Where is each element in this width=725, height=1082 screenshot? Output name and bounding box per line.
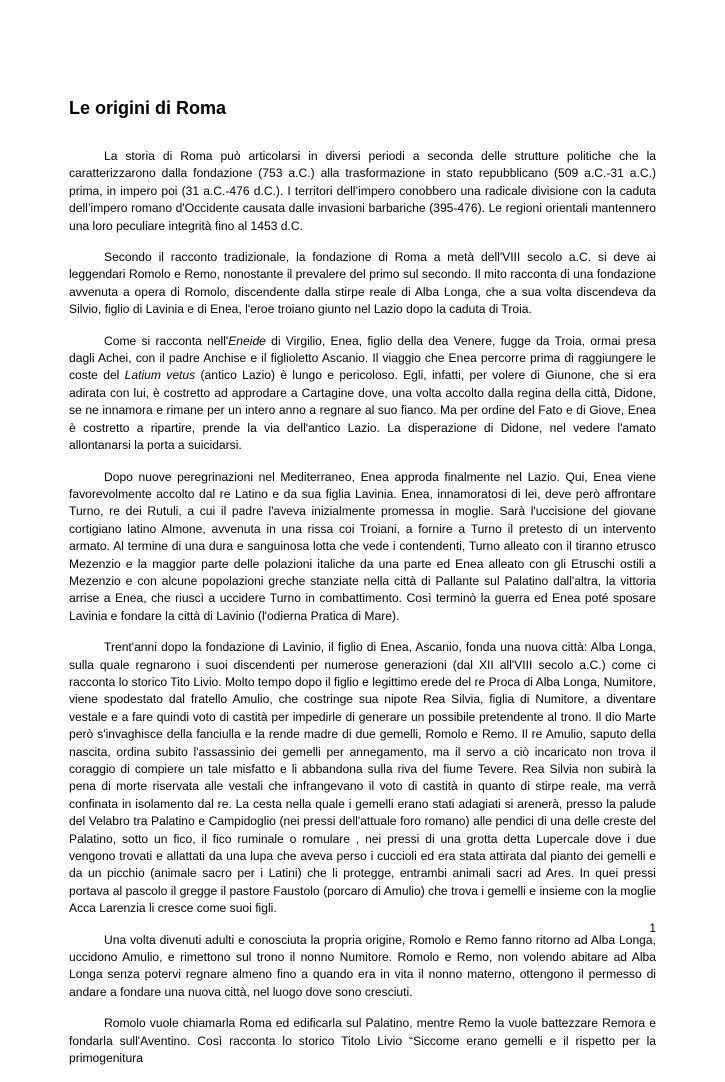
- paragraph-text: Una volta divenuti adulti e conosciuta la propria origine, Romolo e Remo fanno ritorno ad Alba Longa, uccidono Amulio, e rimettono sul trono il nonno Numitore. Romolo e Remo, non volendo abitare ad Alba Longa senza potervi regnare almeno fino a quando era in vita il nonno materno, ottengono il permesso di andare a fondare una nuova città, nel luogo dove sono cresciuti.: [69, 932, 656, 999]
- page-number: 1: [649, 921, 656, 935]
- paragraph-text: Romolo vuole chiamarla Roma ed edificarla sul Palatino, mentre Remo la vuole battezzare Remora e fondarla sull'Aventino. Così racconta lo storico Titolo Livio “Siccome erano gemelli e il rispetto per la primogenitura: [69, 1016, 656, 1066]
- paragraph: [69, 249, 656, 319]
- paragraph-text: di Virgilio, Enea, figlio della dea Venere, fugge da Troia, ormai presa dagli Achei, con il padre Anchise e il figlioletto Ascanio. Il viaggio che Enea percorre prima di raggiungere le coste del: [69, 333, 656, 383]
- paragraph: [69, 1015, 656, 1067]
- paragraph: [69, 639, 656, 918]
- italic-term-latium-vetus: Latium vetus: [124, 368, 196, 383]
- paragraph-text: La storia di Roma può articolarsi in diversi periodi a seconda delle strutture politiche che la caratterizzarono dalla fondazione (753 a.C.) alla trasformazione in stato repubblicano (509 a.C.-31 a.C.) prima, in impero poi (31 a.C.-476 d.C.). I territori dell’impero conobbero una radicale divisione con la caduta dell’impero romano d'Occidente causata dalle invasioni barbariche (395-476). Le regioni orientali mantennero una loro peculiare integrità fino al 1453 d.C.: [69, 149, 656, 233]
- paragraph: [69, 932, 656, 1002]
- paragraph-text: Dopo nuove peregrinazioni nel Mediterraneo, Enea approda finalmente nel Lazio. Qui, Enea viene favorevolmente accolto dal re Latino e da sua figlia Lavinia. Enea, innamoratosi di lei, deve però affrontare Turno, re dei Rutuli, a cui il padre l'aveva inizialmente promessa in moglie. Sarà l'uccisione del giovane cortigiano latino Almone, avvenuta in una rissa coi Troiani, a fornire a Turno il pretesto di un intervento armato. Al termine di una dura e sanguinosa lotta che vede i contendenti, Turno alleato con il tiranno etrusco Mezenzio e la maggior parte delle polazioni italiche da una parte ed Enea alleato con gli Etruschi ostili a Mezenzio e con alcune popolazioni greche stanziate nella città di Pallante sul Palatino dall'altra, la vittoria arrise a Enea, che riuscì a uccidere Turno in combattimento. Così terminò la guerra ed Enea poté sposare Lavinia e fondare la città di Lavinio (l'odierna Pratica di Mare).: [69, 469, 656, 623]
- italic-title-eneide: Eneide: [228, 333, 266, 348]
- document-title: Le origini di Roma: [69, 98, 227, 118]
- paragraph: [69, 333, 656, 455]
- paragraph: [69, 469, 656, 626]
- paragraph-text: (antico Lazio) è lungo e pericoloso. Egli, infatti, per volere di Giunone, che si era adirata con lui, è costretto ad approdare a Cartagine dove, una volta accolto dalla regina della città, Didone, se ne innamora e rimane per un intero anno a regnare al suo fianco. Ma per ordine del Fato e di Giove, Enea è costretto a ripartire, prende la via dell'antico Lazio. La disperazione di Didone, nel vedere l'amato allontanarsi la porta a suicidarsi.: [69, 368, 656, 453]
- document-page: [69, 96, 656, 1082]
- paragraph-text: Trent'anni dopo la fondazione di Lavinio, il figlio di Enea, Ascanio, fonda una nuova città: Alba Longa, sulla quale regnarono i suoi discendenti per numerose generazioni (dal XII all'VIII secolo a.C.) come ci racconta lo storico Tito Livio. Molto tempo dopo il figlio e legittimo erede del re Proca di Alba Longa, Numitore, viene spodestato dal fratello Amulio, che costringe sua nipote Rea Silvia, figlia di Numitore, a diventare vestale e a fare quindi voto di castità per impedirle di generare un possibile pretendente al trono. Il dio Marte però s'invaghisce della fanciulla e la rende madre di due gemelli, Romolo e Remo. Il re Amulio, saputo della nascita, ordina subito l'assassinio dei gemelli per annegamento, ma il servo a ciò incaricato non trova il coraggio di compiere un tale misfatto e li abbandona sulla riva del fiume Tevere. Rea Silvia non subirà la pena di morte riservata alle vestali che infrangevano il voto di castità in quanto di stirpe reale, ma verrà confinata in isolamento dal re. La cesta nella quale i gemelli erano stati adagiati si arenerà, presso la palude del Velabro tra Palatino e Campidoglio (nei pressi dell'attuale foro romano) alle pendici di una delle creste del Palatino, sotto un fico, il fico ruminale o romulare , nei pressi di una grotta detta Lupercale dove i due vengono trovati e allattati da una lupa che aveva perso i cuccioli ed era stata attirata dal pianto dei gemelli e da un picchio (animale sacro per i Latini) che li protegge, entrambi animali sacri ad Ares. In quei pressi portava al pascolo il gregge il pastore Faustolo (porcaro di Amulio) che trova i gemelli e insieme con la moglie Acca Larenzia li cresce come suoi figli.: [69, 640, 656, 916]
- paragraph-text: Come si racconta nell': [104, 333, 229, 348]
- paragraph: [69, 148, 656, 235]
- paragraph-text: Secondo il racconto tradizionale, la fondazione di Roma a metà dell'VIII secolo a.C. si deve ai leggendari Romolo e Remo, nonostante il prevalere del primo sul secondo. Il mito racconta di una fondazione avvenuta a opera di Romolo, discendente dalla stirpe reale di Alba Longa, che a sua volta discendeva da Silvio, figlio di Lavinia e di Enea, l'eroe troiano giunto nel Lazio dopo la caduta di Troia.: [69, 250, 656, 317]
